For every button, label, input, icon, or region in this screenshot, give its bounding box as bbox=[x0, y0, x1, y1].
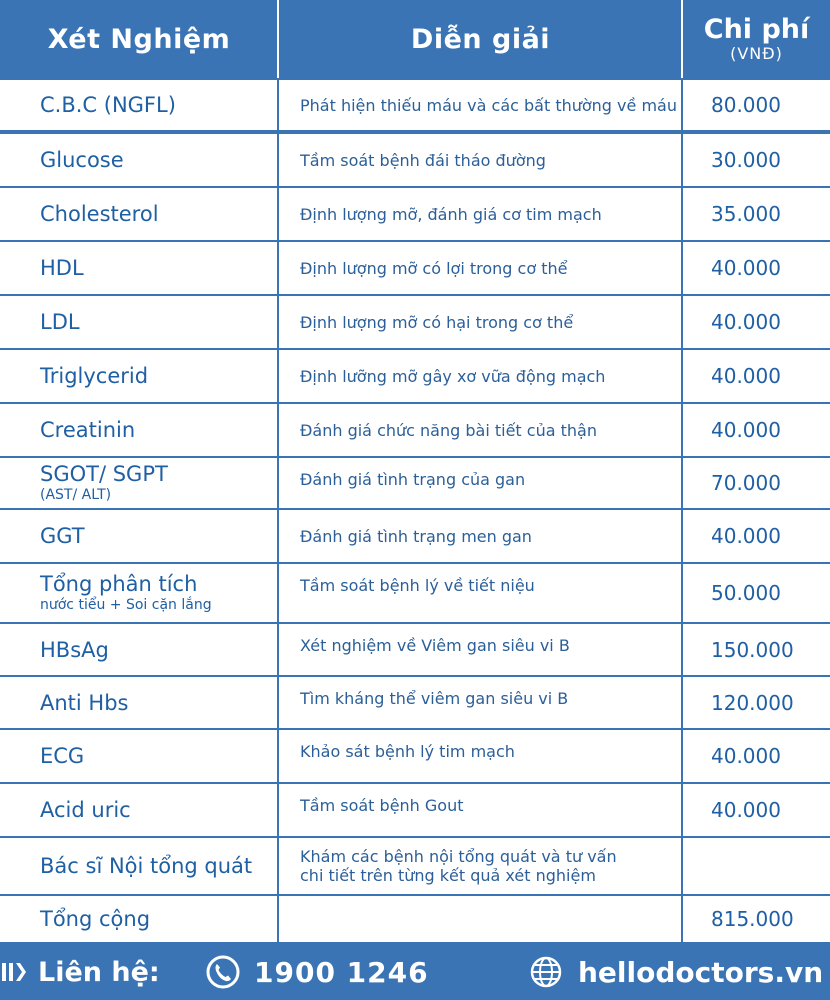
test-name: Tổng phân tích bbox=[40, 572, 198, 596]
table-row bbox=[0, 838, 830, 894]
column-divider bbox=[277, 510, 279, 562]
cost-value: 815.000 bbox=[711, 907, 794, 931]
column-divider bbox=[277, 134, 279, 186]
cost-cell bbox=[711, 784, 826, 836]
test-name: ECG bbox=[40, 744, 85, 768]
column-divider bbox=[277, 564, 279, 622]
header-test-label: Xét Nghiệm bbox=[47, 23, 231, 55]
description-text: Phát hiện thiếu máu và các bất thường về máu bbox=[300, 95, 677, 115]
table-header bbox=[0, 0, 830, 78]
description-text: Tầm soát bệnh lý về tiết niệu bbox=[300, 576, 535, 595]
column-divider bbox=[681, 564, 683, 622]
cost-value: 30.000 bbox=[711, 148, 781, 172]
cost-cell bbox=[711, 80, 826, 130]
cost-value: 35.000 bbox=[711, 202, 781, 226]
table-row bbox=[0, 242, 830, 294]
column-divider bbox=[277, 784, 279, 836]
column-divider bbox=[277, 896, 279, 942]
column-divider bbox=[681, 838, 683, 894]
column-divider bbox=[277, 838, 279, 894]
test-name: Triglycerid bbox=[40, 364, 149, 388]
column-divider bbox=[277, 624, 279, 675]
cost-cell bbox=[711, 350, 826, 402]
column-divider bbox=[681, 242, 683, 294]
column-divider bbox=[681, 188, 683, 240]
cost-cell bbox=[711, 404, 826, 456]
description-text: Tầm soát bệnh đái tháo đường bbox=[300, 150, 546, 170]
description-cell bbox=[300, 784, 682, 836]
test-name-cell bbox=[40, 510, 275, 562]
test-name-sub: nước tiểu + Soi cặn lắng bbox=[40, 597, 212, 613]
cost-cell bbox=[711, 838, 826, 894]
cost-cell bbox=[711, 134, 826, 186]
test-name-cell bbox=[40, 896, 275, 942]
test-name: Glucose bbox=[40, 148, 124, 172]
table-row bbox=[0, 458, 830, 508]
description-cell bbox=[300, 624, 682, 675]
column-divider bbox=[681, 677, 683, 728]
test-name: HDL bbox=[40, 256, 84, 280]
table-row bbox=[0, 896, 830, 942]
table-row bbox=[0, 350, 830, 402]
test-name-cell bbox=[40, 134, 275, 186]
globe-icon bbox=[530, 944, 564, 1000]
stripes-icon bbox=[2, 944, 28, 1000]
cost-cell bbox=[711, 242, 826, 294]
test-name: HBsAg bbox=[40, 637, 109, 662]
header-desc-label: Diễn giải bbox=[410, 23, 551, 55]
phone-icon bbox=[206, 944, 242, 1000]
test-name-cell bbox=[40, 350, 275, 402]
column-divider bbox=[277, 350, 279, 402]
cost-cell bbox=[711, 624, 826, 675]
header-cost-unit: (VNĐ) bbox=[730, 44, 783, 63]
test-name-cell bbox=[40, 564, 275, 622]
test-name-cell bbox=[40, 677, 275, 728]
test-name: LDL bbox=[40, 310, 80, 334]
test-name-cell bbox=[40, 296, 275, 348]
table-row bbox=[0, 784, 830, 836]
description-cell bbox=[300, 242, 682, 294]
description-text: Định lượng mỡ có hại trong cơ thể bbox=[300, 312, 574, 332]
description-text: Tìm kháng thể viêm gan siêu vi B bbox=[300, 689, 569, 708]
cost-value: 40.000 bbox=[711, 744, 781, 768]
table-row bbox=[0, 296, 830, 348]
cost-cell bbox=[711, 296, 826, 348]
website-link[interactable]: hellodoctors.vn bbox=[578, 955, 824, 989]
description-text: Xét nghiệm về Viêm gan siêu vi B bbox=[300, 636, 570, 655]
header-cost-label: Chi phí bbox=[703, 14, 810, 45]
test-name-cell bbox=[40, 838, 275, 894]
description-cell bbox=[300, 838, 682, 894]
cost-cell bbox=[711, 677, 826, 728]
test-name: SGOT/ SGPT bbox=[40, 462, 168, 486]
test-name: Acid uric bbox=[40, 798, 131, 822]
description-cell bbox=[300, 404, 682, 456]
cost-cell bbox=[711, 564, 826, 622]
cost-value: 70.000 bbox=[711, 471, 781, 495]
description-text: Đánh giá tình trạng của gan bbox=[300, 470, 526, 489]
description-cell bbox=[300, 896, 682, 942]
description-cell bbox=[300, 188, 682, 240]
table-row bbox=[0, 624, 830, 675]
table-row bbox=[0, 188, 830, 240]
description-cell bbox=[300, 458, 682, 508]
description-text: Định lượng mỡ có lợi trong cơ thể bbox=[300, 258, 568, 278]
test-name: Cholesterol bbox=[40, 202, 159, 226]
cost-cell bbox=[711, 188, 826, 240]
table-row bbox=[0, 80, 830, 130]
column-divider bbox=[681, 350, 683, 402]
test-name: Bác sĩ Nội tổng quát bbox=[40, 854, 253, 878]
test-name: C.B.C (NGFL) bbox=[40, 93, 176, 117]
table-row bbox=[0, 677, 830, 728]
description-text: chi tiết trên từng kết quả xét nghiệm bbox=[300, 866, 596, 885]
description-cell bbox=[300, 564, 682, 622]
contact-label: Liên hệ: bbox=[38, 956, 160, 988]
phone-link[interactable]: 1900 1246 bbox=[254, 955, 429, 989]
cost-value: 40.000 bbox=[711, 798, 781, 822]
column-divider bbox=[681, 404, 683, 456]
column-divider bbox=[277, 730, 279, 782]
description-cell bbox=[300, 296, 682, 348]
description-cell bbox=[300, 134, 682, 186]
column-divider bbox=[277, 296, 279, 348]
column-divider bbox=[681, 80, 683, 130]
description-cell bbox=[300, 510, 682, 562]
column-divider bbox=[277, 458, 279, 508]
cost-cell bbox=[711, 730, 826, 782]
column-divider bbox=[681, 896, 683, 942]
column-divider bbox=[681, 134, 683, 186]
description-text: Khám các bệnh nội tổng quát và tư vấn bbox=[300, 847, 617, 866]
description-text: Đánh giá tình trạng men gan bbox=[300, 526, 532, 546]
description-cell bbox=[300, 677, 682, 728]
cost-value: 50.000 bbox=[711, 581, 781, 605]
column-divider bbox=[277, 188, 279, 240]
test-name-cell bbox=[40, 80, 275, 130]
cost-value: 40.000 bbox=[711, 364, 781, 388]
test-name-cell bbox=[40, 784, 275, 836]
test-name-cell bbox=[40, 404, 275, 456]
column-divider bbox=[681, 624, 683, 675]
test-name-cell bbox=[40, 458, 275, 508]
test-name-cell bbox=[40, 730, 275, 782]
description-text: Định lượng mỡ, đánh giá cơ tim mạch bbox=[300, 204, 602, 224]
cost-cell bbox=[711, 896, 826, 942]
description-text: Định lưỡng mỡ gây xơ vữa động mạch bbox=[300, 366, 606, 386]
description-text: Đánh giá chức năng bài tiết của thận bbox=[300, 420, 597, 440]
column-divider bbox=[681, 510, 683, 562]
test-name-cell bbox=[40, 624, 275, 675]
column-divider bbox=[277, 404, 279, 456]
column-divider bbox=[277, 677, 279, 728]
column-divider bbox=[681, 730, 683, 782]
cost-value: 120.000 bbox=[711, 690, 794, 715]
description-cell bbox=[300, 80, 682, 130]
header-desc bbox=[279, 0, 682, 78]
cost-value: 40.000 bbox=[711, 256, 781, 280]
column-divider bbox=[681, 296, 683, 348]
footer-bar bbox=[0, 944, 830, 1000]
cost-value: 40.000 bbox=[711, 418, 781, 442]
test-name: Tổng cộng bbox=[40, 907, 151, 931]
column-divider bbox=[681, 458, 683, 508]
description-cell bbox=[300, 730, 682, 782]
cost-value: 40.000 bbox=[711, 524, 781, 548]
table-row bbox=[0, 404, 830, 456]
column-divider bbox=[681, 784, 683, 836]
cost-value: 40.000 bbox=[711, 310, 781, 334]
test-name-cell bbox=[40, 242, 275, 294]
test-name: Creatinin bbox=[40, 418, 136, 442]
column-divider bbox=[277, 242, 279, 294]
cost-cell bbox=[711, 458, 826, 508]
table-row bbox=[0, 730, 830, 782]
column-divider bbox=[277, 80, 279, 130]
description-text: Khảo sát bệnh lý tim mạch bbox=[300, 742, 515, 761]
cost-cell bbox=[711, 510, 826, 562]
cost-value: 80.000 bbox=[711, 93, 781, 117]
description-cell bbox=[300, 350, 682, 402]
table-row bbox=[0, 510, 830, 562]
header-cost bbox=[683, 0, 830, 78]
header-test bbox=[0, 0, 278, 78]
table-row bbox=[0, 134, 830, 186]
table-body bbox=[0, 78, 830, 944]
test-name: GGT bbox=[40, 524, 85, 548]
cost-value: 150.000 bbox=[711, 637, 794, 662]
table-row bbox=[0, 564, 830, 622]
test-name-cell bbox=[40, 188, 275, 240]
test-name: Anti Hbs bbox=[40, 690, 129, 715]
test-name-sub: (AST/ ALT) bbox=[40, 487, 112, 503]
description-text: Tầm soát bệnh Gout bbox=[300, 796, 464, 815]
